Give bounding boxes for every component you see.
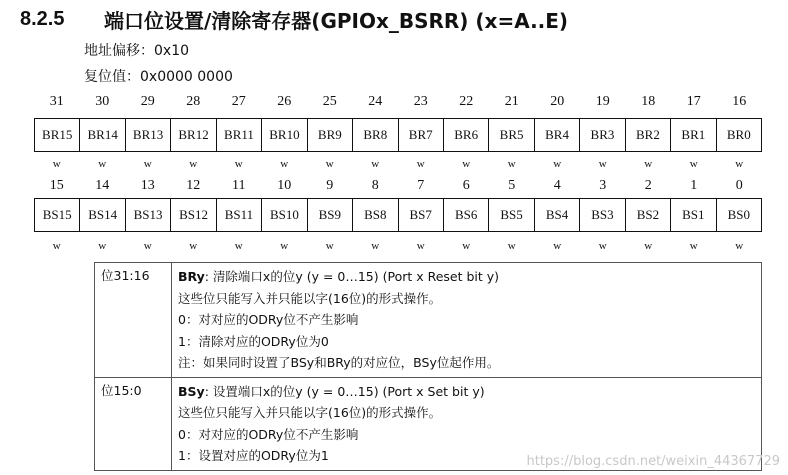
bit-number: 6 — [462, 178, 470, 193]
register-field: BR2 — [625, 119, 670, 151]
section-title: 端口位设置/清除寄存器(GPIOx_BSRR) (x=A..E) — [104, 8, 569, 33]
register-field: BR4 — [534, 119, 579, 151]
table-row — [95, 263, 762, 378]
bit-number: 3 — [599, 178, 607, 193]
lower-access-row — [34, 240, 762, 252]
bit-number: 14 — [95, 178, 110, 193]
access-mark: w — [52, 158, 61, 170]
description-line: 1：清除对应的ODRy位为0 — [178, 333, 329, 349]
register-field: BS9 — [307, 199, 352, 231]
register-field: BS14 — [79, 199, 124, 231]
register-field: BR14 — [79, 119, 124, 151]
register-field: BS3 — [579, 199, 624, 231]
bit-range: 位31:16 — [95, 263, 172, 378]
bit-number: 20 — [550, 94, 565, 109]
access-mark: w — [189, 158, 198, 170]
register-field: BR9 — [307, 119, 352, 151]
bit-number: 31 — [49, 94, 64, 109]
register-field: BR5 — [488, 119, 533, 151]
access-mark: w — [735, 158, 744, 170]
register-field: BS11 — [216, 199, 261, 231]
register-field: BS8 — [352, 199, 397, 231]
access-mark: w — [98, 240, 107, 252]
access-mark: w — [325, 158, 334, 170]
bit-number: 11 — [232, 178, 246, 193]
bit-number: 15 — [49, 178, 64, 193]
bit-number: 28 — [186, 94, 201, 109]
register-field: BR3 — [579, 119, 624, 151]
bit-number: 25 — [322, 94, 337, 109]
bit-number: 18 — [641, 94, 656, 109]
bit-number: 2 — [644, 178, 652, 193]
lower-bit-numbers — [34, 178, 762, 194]
description-line: 注：如果同时设置了BSy和BRy的对应位，BSy位起作用。 — [178, 355, 500, 370]
bit-number: 16 — [732, 94, 747, 109]
section-number: 8.2.5 — [20, 7, 65, 30]
access-mark: w — [98, 158, 107, 170]
register-field: BR13 — [125, 119, 170, 151]
bit-description-table — [94, 262, 762, 471]
bit-number: 9 — [326, 178, 334, 193]
bit-number: 12 — [186, 178, 201, 193]
access-mark: w — [189, 240, 198, 252]
access-mark: w — [416, 240, 425, 252]
bit-number: 23 — [413, 94, 428, 109]
access-mark: w — [553, 240, 562, 252]
access-mark: w — [689, 240, 698, 252]
register-field: BR8 — [352, 119, 397, 151]
register-field: BR10 — [261, 119, 306, 151]
bit-number: 7 — [417, 178, 425, 193]
section-heading — [20, 4, 568, 34]
register-field: BS10 — [261, 199, 306, 231]
description-line: 0：对对应的ODRy位不产生影响 — [178, 426, 359, 442]
register-field: BS4 — [534, 199, 579, 231]
access-mark: w — [644, 158, 653, 170]
bit-number: 5 — [508, 178, 516, 193]
description-line: 0：对对应的ODRy位不产生影响 — [178, 312, 359, 327]
access-mark: w — [371, 158, 380, 170]
bit-number: 1 — [690, 178, 698, 193]
bit-number: 22 — [459, 94, 474, 109]
bit-number: 24 — [368, 94, 383, 109]
access-mark: w — [234, 240, 243, 252]
register-field: BR6 — [443, 119, 488, 151]
address-offset: 地址偏移：0x10 — [84, 43, 190, 59]
bit-number: 4 — [553, 178, 561, 193]
register-field: BR12 — [170, 119, 215, 151]
access-mark: w — [143, 240, 152, 252]
register-field: BS5 — [488, 199, 533, 231]
access-mark: w — [507, 158, 516, 170]
access-mark: w — [52, 240, 61, 252]
register-field: BS12 — [170, 199, 215, 231]
access-mark: w — [416, 158, 425, 170]
bit-number: 17 — [686, 94, 701, 109]
register-field: BR7 — [398, 119, 443, 151]
register-field: BR0 — [716, 119, 761, 151]
bit-range: 位15:0 — [95, 377, 172, 470]
bit-number: 19 — [595, 94, 610, 109]
bit-number: 29 — [140, 94, 155, 109]
field-summary-text: : 清除端口x的位y (y = 0…15) (Port x Reset bit y) — [204, 269, 500, 284]
access-mark: w — [325, 240, 334, 252]
bit-number: 8 — [371, 178, 379, 193]
bit-number: 27 — [231, 94, 246, 109]
reset-value: 复位值：0x0000 0000 — [84, 69, 233, 85]
field-summary-text: : 设置端口x的位y (y = 0…15) (Port x Set bit y) — [204, 383, 485, 399]
description-line: 1：设置对应的ODRy位为1 — [178, 448, 329, 463]
register-field: BS6 — [443, 199, 488, 231]
access-mark: w — [598, 240, 607, 252]
register-field: BR15 — [42, 127, 73, 142]
access-mark: w — [644, 240, 653, 252]
register-field: BS0 — [716, 199, 761, 231]
access-mark: w — [462, 240, 471, 252]
bit-number: 26 — [277, 94, 292, 109]
access-mark: w — [280, 158, 289, 170]
access-mark: w — [280, 240, 289, 252]
access-mark: w — [598, 158, 607, 170]
register-field: BR11 — [216, 119, 261, 151]
register-field: BS15 — [42, 207, 72, 222]
access-mark: w — [234, 158, 243, 170]
access-mark: w — [371, 240, 380, 252]
register-field: BS13 — [125, 199, 170, 231]
description-line: 这些位只能写入并只能以字(16位)的形式操作。 — [178, 405, 442, 420]
register-field: BR1 — [670, 119, 715, 151]
bit-number: 30 — [95, 94, 110, 109]
access-mark: w — [735, 240, 744, 252]
access-mark: w — [507, 240, 516, 252]
field-name: BRy — [178, 269, 205, 284]
upper-register-row — [34, 118, 762, 152]
access-mark: w — [462, 158, 471, 170]
bit-number: 0 — [735, 178, 743, 193]
register-field: BS2 — [625, 199, 670, 231]
bit-number: 10 — [277, 178, 292, 193]
access-mark: w — [689, 158, 698, 170]
register-field: BS1 — [670, 199, 715, 231]
field-summary — [178, 381, 755, 403]
lower-register-row — [34, 198, 762, 232]
upper-access-row — [34, 158, 762, 170]
field-summary — [178, 266, 755, 288]
upper-bit-numbers — [34, 94, 762, 110]
access-mark: w — [553, 158, 562, 170]
description-line: 这些位只能写入并只能以字(16位)的形式操作。 — [178, 290, 442, 306]
description-cell — [172, 263, 762, 378]
field-name: BSy — [178, 383, 205, 399]
bit-number: 21 — [504, 94, 519, 109]
watermark: https://blog.csdn.net/weixin_44367729 — [526, 454, 780, 469]
register-field: BS7 — [398, 199, 443, 231]
access-mark: w — [143, 158, 152, 170]
bit-number: 13 — [140, 178, 155, 193]
